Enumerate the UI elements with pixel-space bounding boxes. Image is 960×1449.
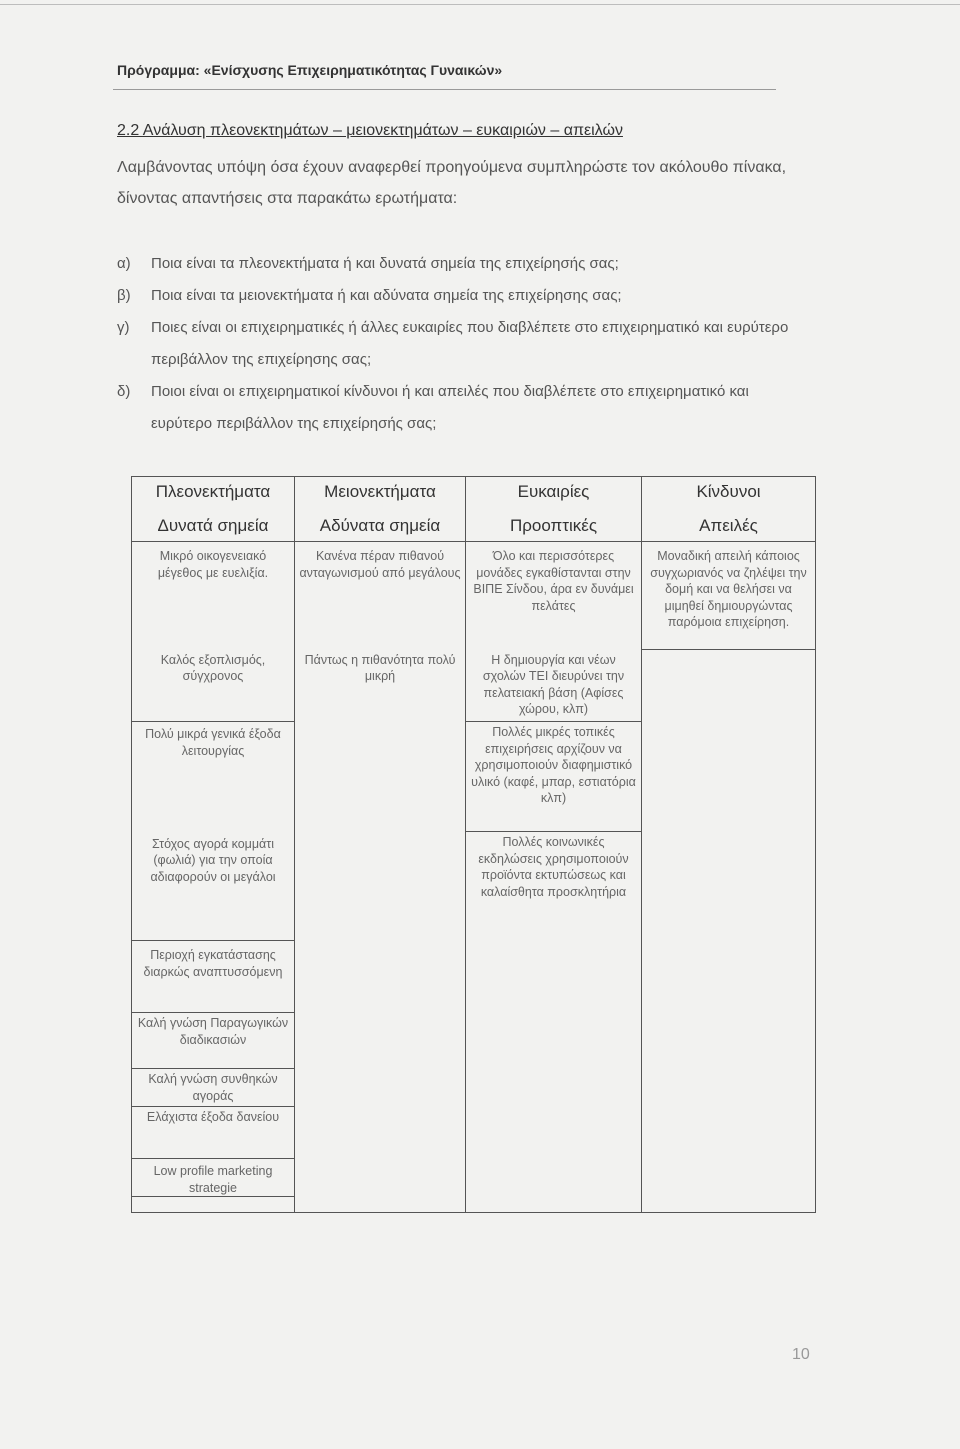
- question-text: Ποια είναι τα πλεονεκτήματα ή και δυνατά σημεία της επιχείρησής σας;: [151, 255, 619, 272]
- strength-cell: Καλός εξοπλισμός, σύγχρονος: [132, 650, 295, 722]
- question-b: [117, 280, 797, 312]
- question-text: Ποιες είναι οι επιχειρηματικές ή άλλες ευκαιρίες που διαβλέπετε στο επιχειρηματικό και ευρύτερο περιβάλλον της επιχείρησης σας;: [151, 319, 789, 368]
- opportunity-cell: [466, 941, 642, 1013]
- table-row: [132, 542, 816, 650]
- strength-cell: Ελάχιστα έξοδα δανείου: [132, 1107, 295, 1159]
- header-rule: [113, 89, 776, 90]
- opportunity-cell: [466, 1197, 642, 1213]
- table-row: [132, 832, 816, 941]
- weakness-cell: [295, 832, 466, 941]
- strength-cell: Μικρό οικογενειακό μέγεθος με ευελιξία.: [132, 542, 295, 650]
- opportunity-cell: [466, 1069, 642, 1107]
- header-opportunities: Ευκαιρίες Προοπτικές: [466, 477, 642, 542]
- table-row: [132, 722, 816, 832]
- threat-cell: [642, 1107, 816, 1159]
- weakness-cell: [295, 1013, 466, 1069]
- table-row: [132, 650, 816, 722]
- table-header-row: [132, 477, 816, 542]
- weakness-cell: [295, 1197, 466, 1213]
- threat-cell: [642, 1159, 816, 1197]
- weakness-cell: [295, 1159, 466, 1197]
- table-row: [132, 941, 816, 1013]
- opportunity-cell: Η δημιουργία και νέων σχολών ΤΕΙ διευρύνει την πελατειακή βάση (Αφίσες χώρου, κλπ): [466, 650, 642, 722]
- question-list: [117, 248, 797, 440]
- strength-cell: Καλή γνώση Παραγωγικών διαδικασιών: [132, 1013, 295, 1069]
- table-row: [132, 1159, 816, 1197]
- opportunity-cell: Όλο και περισσότερες μονάδες εγκαθίστανται στην ΒΙΠΕ Σίνδου, άρα εν δυνάμει πελάτες: [466, 542, 642, 650]
- weakness-cell: [295, 1107, 466, 1159]
- weakness-cell: [295, 722, 466, 832]
- question-c: [117, 312, 797, 376]
- threat-cell: [642, 650, 816, 722]
- section-title: 2.2 Ανάλυση πλεονεκτημάτων – μειονεκτημάτων – ευκαιριών – απειλών: [117, 122, 623, 139]
- strength-cell: [132, 1197, 295, 1213]
- header-weaknesses: Μειονεκτήματα Αδύνατα σημεία: [295, 477, 466, 542]
- threat-cell: Μοναδική απειλή κάποιος συγχωριανός να ζηλέψει την δομή και να θελήσει να μιμηθεί δημιουργώντας παρόμοια επιχείρηση.: [642, 542, 816, 650]
- strength-cell: Περιοχή εγκατάστασης διαρκώς αναπτυσσόμενη: [132, 941, 295, 1013]
- table-row: [132, 1197, 816, 1213]
- opportunity-cell: [466, 1159, 642, 1197]
- question-label: γ): [117, 319, 130, 336]
- opportunity-cell: Πολλές κοινωνικές εκδηλώσεις χρησιμοποιούν προϊόντα εκτυπώσεως και καλαίσθητα προσκλητήρια: [466, 832, 642, 941]
- weakness-cell: Πάντως η πιθανότητα πολύ μικρή: [295, 650, 466, 722]
- weakness-cell: Κανένα πέραν πιθανού ανταγωνισμού από μεγάλους: [295, 542, 466, 650]
- threat-cell: [642, 1013, 816, 1069]
- strength-cell: Low profile marketing strategie: [132, 1159, 295, 1197]
- weakness-cell: [295, 1069, 466, 1107]
- threat-cell: [642, 1197, 816, 1213]
- strength-cell: Στόχος αγορά κομμάτι (φωλιά) για την οποία αδιαφορούν οι μεγάλοι: [132, 832, 295, 941]
- threat-cell: [642, 832, 816, 941]
- opportunity-cell: [466, 1107, 642, 1159]
- question-d: [117, 376, 797, 440]
- opportunity-cell: Πολλές μικρές τοπικές επιχειρήσεις αρχίζουν να χρησιμοποιούν διαφημιστικό υλικό (καφέ, μπαρ, εστιατόρια κλπ): [466, 722, 642, 832]
- question-label: β): [117, 287, 131, 304]
- threat-cell: [642, 1069, 816, 1107]
- table-row: [132, 1107, 816, 1159]
- question-text: Ποιοι είναι οι επιχειρηματικοί κίνδυνοι ή και απειλές που διαβλέπετε στο επιχειρηματικό και ευρύτερο περιβάλλον της επιχείρησής σας;: [151, 383, 749, 432]
- weakness-cell: [295, 941, 466, 1013]
- swot-table: [131, 476, 816, 1213]
- page-number: 10: [792, 1346, 810, 1363]
- top-rule: [0, 4, 960, 5]
- program-header: Πρόγραμμα: «Ενίσχυσης Επιχειρηματικότητας Γυναικών»: [117, 62, 503, 78]
- table-row: [132, 1069, 816, 1107]
- threat-cell: [642, 722, 816, 832]
- header-strengths: Πλεονεκτήματα Δυνατά σημεία: [132, 477, 295, 542]
- strength-cell: Πολύ μικρά γενικά έξοδα λειτουργίας: [132, 722, 295, 832]
- threat-cell: [642, 941, 816, 1013]
- question-label: α): [117, 255, 131, 272]
- strength-cell: Καλή γνώση συνθηκών αγοράς: [132, 1069, 295, 1107]
- question-text: Ποια είναι τα μειονεκτήματα ή και αδύνατα σημεία της επιχείρησης σας;: [151, 287, 622, 304]
- question-label: δ): [117, 383, 131, 400]
- question-a: [117, 248, 797, 280]
- opportunity-cell: [466, 1013, 642, 1069]
- table-row: [132, 1013, 816, 1069]
- intro-paragraph: Λαμβάνοντας υπόψη όσα έχουν αναφερθεί προηγούμενα συμπληρώστε τον ακόλουθο πίνακα, δίνοντας απαντήσεις στα παρακάτω ερωτήματα:: [117, 159, 787, 207]
- header-threats: Κίνδυνοι Απειλές: [642, 477, 816, 542]
